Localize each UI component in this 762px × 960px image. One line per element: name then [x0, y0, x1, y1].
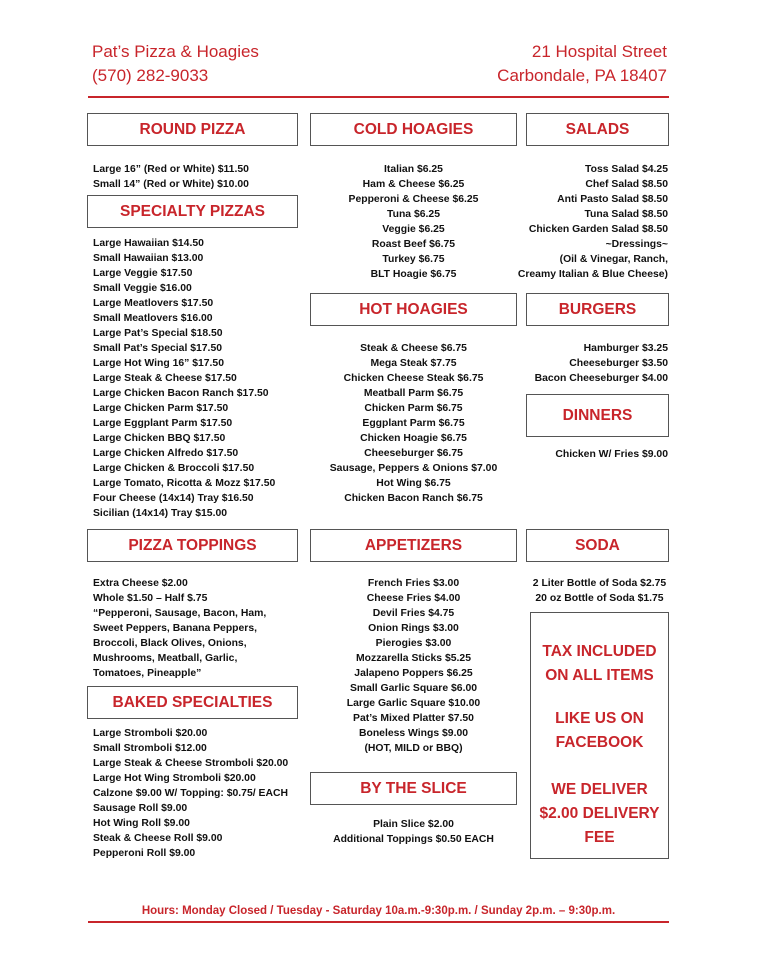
menu-item: Sausage, Peppers & Onions $7.00 [329, 463, 498, 474]
salads-list [518, 162, 668, 282]
menu-item: Boneless Wings $9.00 [358, 728, 469, 739]
menu-item: Cheeseburger $3.50 [569, 358, 668, 369]
menu-item: Chicken Bacon Ranch $6.75 [344, 493, 483, 504]
menu-item: Tuna $6.25 [387, 209, 440, 220]
by-the-slice-heading: BY THE SLICE [310, 772, 517, 805]
menu-item: Four Cheese (14x14) Tray $16.50 [93, 493, 254, 504]
menu-item: Large Hot Wing 16” $17.50 [93, 358, 224, 369]
menu-item: Large Chicken BBQ $17.50 [93, 433, 226, 444]
tax-line-2: ON ALL ITEMS [545, 667, 654, 684]
menu-item: Small Garlic Square $6.00 [349, 683, 478, 694]
menu-item: Small Veggie $16.00 [93, 283, 192, 294]
menu-item: Whole $1.50 – Half $.75 [93, 593, 208, 604]
menu-item: Meatball Parm $6.75 [363, 388, 464, 399]
menu-item: Mushrooms, Meatball, Garlic, [93, 653, 238, 664]
menu-item: Hamburger $3.25 [583, 343, 668, 354]
menu-item: Sausage Roll $9.00 [93, 803, 188, 814]
menu-item: Pierogies $3.00 [375, 638, 452, 649]
menu-item: Toss Salad $4.25 [585, 164, 668, 175]
menu-item: Large Chicken Parm $17.50 [93, 403, 229, 414]
menu-item: Large Chicken Bacon Ranch $17.50 [93, 388, 269, 399]
cold-hoagies-heading: COLD HOAGIES [310, 113, 517, 146]
menu-item: Large Garlic Square $10.00 [346, 698, 481, 709]
menu-item: Tomatoes, Pineapple” [93, 668, 202, 679]
menu-item: Pepperoni Roll $9.00 [93, 848, 196, 859]
menu-item: Anti Pasto Salad $8.50 [557, 194, 668, 205]
menu-item: Chicken Hoagie $6.75 [360, 433, 467, 444]
city-address: Carbondale, PA 18407 [497, 66, 667, 85]
soda-heading: SODA [526, 529, 669, 562]
menu-item: Broccoli, Black Olives, Onions, [93, 638, 247, 649]
delivery-line-1: WE DELIVER [551, 781, 648, 798]
menu-item: Eggplant Parm $6.75 [362, 418, 465, 429]
menu-item: Bacon Cheeseburger $4.00 [534, 373, 668, 384]
menu-item: Hot Wing Roll $9.00 [93, 818, 190, 829]
dinners-list [555, 447, 668, 462]
pizza-toppings-heading: PIZZA TOPPINGS [87, 529, 298, 562]
menu-item: Chicken Cheese Steak $6.75 [343, 373, 484, 384]
baked-specialties-heading: BAKED SPECIALTIES [87, 686, 298, 719]
menu-item: Small 14” (Red or White) $10.00 [93, 179, 249, 190]
menu-item: Veggie $6.25 [382, 224, 445, 235]
menu-item: Large Hawaiian $14.50 [93, 238, 204, 249]
business-hours: Hours: Monday Closed / Tuesday - Saturday 10a.m.-9:30p.m. / Sunday 2p.m. – 9:30p.m. [141, 905, 616, 917]
menu-item: Italian $6.25 [384, 164, 443, 175]
facebook-line-1[interactable]: LIKE US ON [555, 710, 644, 727]
menu-item: Sweet Peppers, Banana Peppers, [93, 623, 258, 634]
hot-hoagies-list [310, 341, 517, 506]
menu-item: Chicken Parm $6.75 [364, 403, 463, 414]
menu-item: Large Steak & Cheese Stromboli $20.00 [93, 758, 289, 769]
menu-item: Large Meatlovers $17.50 [93, 298, 214, 309]
menu-item: Extra Cheese $2.00 [93, 578, 188, 589]
menu-item: 20 oz Bottle of Soda $1.75 [535, 593, 664, 604]
menu-item: French Fries $3.00 [367, 578, 460, 589]
footer-divider [88, 921, 669, 923]
menu-item: Large Tomato, Ricotta & Mozz $17.50 [93, 478, 276, 489]
menu-item: Pepperoni & Cheese $6.25 [348, 194, 479, 205]
menu-item: Devil Fries $4.75 [372, 608, 455, 619]
menu-item: Hot Wing $6.75 [376, 478, 451, 489]
menu-item: Pat’s Mixed Platter $7.50 [353, 713, 474, 724]
tax-line-1: TAX INCLUDED [542, 643, 657, 660]
specialty-pizzas-heading: SPECIALTY PIZZAS [87, 195, 298, 228]
cold-hoagies-list [310, 162, 517, 282]
menu-item: Sicilian (14x14) Tray $15.00 [93, 508, 228, 519]
menu-item: Large Steak & Cheese $17.50 [93, 373, 237, 384]
menu-item: Additional Toppings $0.50 EACH [333, 834, 494, 845]
street-address: 21 Hospital Street [531, 42, 667, 61]
specialty-pizzas-list [93, 236, 275, 521]
menu-item: Large Pat’s Special $18.50 [93, 328, 223, 339]
menu-item: Plain Slice $2.00 [373, 819, 454, 830]
menu-item: Large Chicken & Broccoli $17.50 [93, 463, 255, 474]
menu-item: Cheese Fries $4.00 [366, 593, 461, 604]
menu-item: (HOT, MILD or BBQ) [364, 743, 463, 754]
delivery-line-2: $2.00 DELIVERY [539, 805, 660, 822]
menu-item: Creamy Italian & Blue Cheese) [517, 269, 668, 280]
menu-item: Onion Rings $3.00 [368, 623, 459, 634]
menu-item: Small Pat’s Special $17.50 [93, 343, 222, 354]
info-notice-box [530, 612, 669, 859]
menu-item: BLT Hoagie $6.75 [370, 269, 457, 280]
menu-item: Steak & Cheese $6.75 [360, 343, 467, 354]
menu-item: Chef Salad $8.50 [585, 179, 668, 190]
appetizers-heading: APPETIZERS [310, 529, 517, 562]
menu-item: Steak & Cheese Roll $9.00 [93, 833, 223, 844]
pizza-toppings-list [93, 576, 266, 681]
menu-item: Large Chicken Alfredo $17.50 [93, 448, 239, 459]
menu-item: Jalapeno Poppers $6.25 [354, 668, 473, 679]
restaurant-name: Pat’s Pizza & Hoagies [92, 42, 259, 61]
header-divider [88, 96, 669, 98]
menu-item: Cheeseburger $6.75 [364, 448, 463, 459]
menu-item: Roast Beef $6.75 [371, 239, 456, 250]
menu-item: Tuna Salad $8.50 [584, 209, 668, 220]
burgers-list [535, 341, 668, 386]
menu-item: Large Hot Wing Stromboli $20.00 [93, 773, 256, 784]
menu-item: Ham & Cheese $6.25 [362, 179, 465, 190]
facebook-line-2[interactable]: FACEBOOK [555, 734, 644, 751]
hot-hoagies-heading: HOT HOAGIES [310, 293, 517, 326]
menu-item: Large Veggie $17.50 [93, 268, 193, 279]
delivery-line-3: FEE [584, 829, 615, 846]
menu-item: Mega Steak $7.75 [370, 358, 457, 369]
menu-item: Turkey $6.75 [382, 254, 445, 265]
menu-item: Small Hawaiian $13.00 [93, 253, 204, 264]
menu-item: “Pepperoni, Sausage, Bacon, Ham, [93, 608, 267, 619]
baked-specialties-list [93, 726, 288, 861]
appetizers-list [310, 576, 517, 756]
menu-item: Small Stromboli $12.00 [93, 743, 207, 754]
soda-list [522, 576, 677, 606]
menu-item: Chicken Garden Salad $8.50 [528, 224, 668, 235]
round-pizza-list [93, 162, 249, 192]
dinners-heading: DINNERS [526, 394, 669, 437]
menu-item: Large Eggplant Parm $17.50 [93, 418, 233, 429]
menu-item: Mozzarella Sticks $5.25 [356, 653, 471, 664]
menu-item: Calzone $9.00 W/ Topping: $0.75/ EACH [93, 788, 288, 799]
round-pizza-heading: ROUND PIZZA [87, 113, 298, 146]
burgers-heading: BURGERS [526, 293, 669, 326]
menu-item: Large Stromboli $20.00 [93, 728, 208, 739]
menu-item: Small Meatlovers $16.00 [93, 313, 213, 324]
menu-item: 2 Liter Bottle of Soda $2.75 [532, 578, 667, 589]
phone-number[interactable]: (570) 282-9033 [92, 66, 209, 85]
menu-item: ~Dressings~ [605, 239, 668, 250]
menu-item: (Oil & Vinegar, Ranch, [559, 254, 668, 265]
salads-heading: SALADS [526, 113, 669, 146]
by-the-slice-list [310, 817, 517, 847]
menu-item: Large 16” (Red or White) $11.50 [93, 164, 249, 175]
menu-item: Chicken W/ Fries $9.00 [555, 449, 668, 460]
